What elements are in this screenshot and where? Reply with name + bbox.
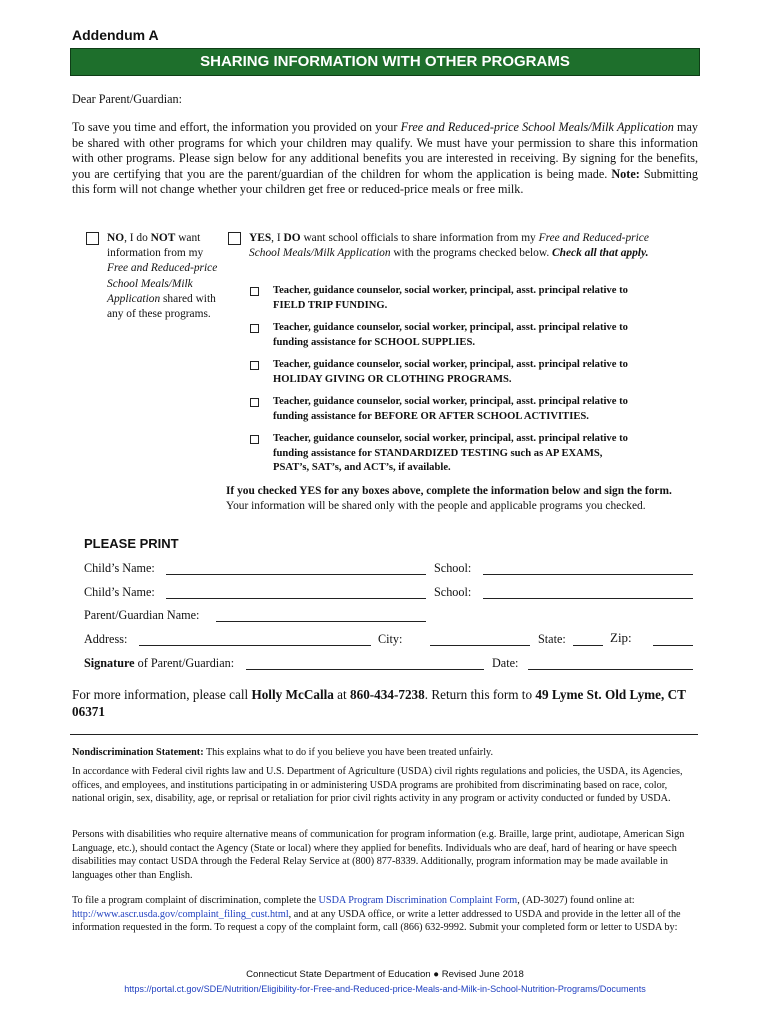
p3-text-c: , and at any USDA office, or write a letter addressed to USDA and provide in the letter all of the information requested in the form. To request a copy of the complaint form, call (866) 632-9992. Submit your completed form or letter to USDA by: xyxy=(72,908,681,934)
no-option-text xyxy=(107,231,219,322)
intro-text-2: may be shared with other programs for which your children may qualify. We must have your permission to share this information with other programs. Please sign below for any additional benefits you are interested in receiving. By signing for the benefits, you are certifying that you are the parent/guardian of the children for whom the application is being made. xyxy=(72,120,698,181)
please-print-heading: PLEASE PRINT xyxy=(84,536,179,551)
state-label: State: xyxy=(538,632,566,646)
yes-followup-text xyxy=(226,484,676,514)
yes-text-3: with the programs checked below. xyxy=(390,247,553,260)
program-line-2: funding assistance for STANDARDIZED TESTING such as AP EXAMS, xyxy=(273,447,603,459)
program-label xyxy=(273,358,693,387)
program-line-1: Teacher, guidance counselor, social worker, principal, asst. principal relative to xyxy=(273,359,628,370)
program-line-2: HOLIDAY GIVING OR CLOTHING PROGRAMS. xyxy=(273,373,512,385)
no-text-1: , I do xyxy=(124,232,151,244)
contact-text-1: For more information, please call xyxy=(72,687,252,702)
section-banner: SHARING INFORMATION WITH OTHER PROGRAMS xyxy=(70,48,700,76)
program-line-2: FIELD TRIP FUNDING. xyxy=(273,299,388,311)
program-line-2: funding assistance for BEFORE OR AFTER SCHOOL ACTIVITIES. xyxy=(273,410,589,422)
contact-phone: 860-434-7238 xyxy=(350,687,425,702)
date-field[interactable] xyxy=(528,669,693,670)
city-field[interactable] xyxy=(430,645,530,646)
program-checkbox[interactable] xyxy=(250,287,259,296)
complaint-form-link[interactable]: USDA Program Discrimination Complaint Form xyxy=(318,895,518,906)
address-field[interactable] xyxy=(139,645,371,646)
yes-text-1: , I xyxy=(271,232,284,244)
date-label: Date: xyxy=(492,656,519,670)
city-label: City: xyxy=(378,632,403,646)
not-bold: NOT xyxy=(150,232,176,244)
yes-checkbox[interactable] xyxy=(228,232,241,245)
signature-bold: Signature xyxy=(84,656,135,670)
p3-text-a: To file a program complaint of discrimination, complete the xyxy=(72,895,319,906)
check-all-instruction: Check all that apply. xyxy=(552,247,649,260)
program-line-1: Teacher, guidance counselor, social worker, principal, asst. principal relative to xyxy=(273,433,628,444)
followup-text: Your information will be shared only with the people and applicable programs you checked. xyxy=(226,500,646,513)
program-line-1: Teacher, guidance counselor, social worker, principal, asst. principal relative to xyxy=(273,322,628,333)
complaint-url-link[interactable]: http://www.ascr.usda.gov/complaint_filing_cust.html xyxy=(72,908,289,920)
child1-label: Child’s Name: xyxy=(84,561,155,575)
school1-field[interactable] xyxy=(483,574,693,575)
program-line-1: Teacher, guidance counselor, social worker, principal, asst. principal relative to xyxy=(273,285,628,296)
school2-field[interactable] xyxy=(483,598,693,599)
parent-name-label: Parent/Guardian Name: xyxy=(84,608,200,622)
program-checkbox[interactable] xyxy=(250,361,259,370)
child2-label: Child’s Name: xyxy=(84,585,155,599)
intro-text-1: To save you time and effort, the information you provided on your xyxy=(72,120,401,134)
nondiscrimination-heading: Nondiscrimination Statement: xyxy=(72,747,204,758)
return-address: 49 Lyme St. Old Lyme, CT 06371 xyxy=(72,687,686,719)
zip-label: Zip: xyxy=(610,630,632,645)
no-checkbox[interactable] xyxy=(86,232,99,245)
program-checkbox[interactable] xyxy=(250,435,259,444)
child1-name-field[interactable] xyxy=(166,574,426,575)
nondiscrimination-heading-rest: This explains what to do if you believe you have been treated unfairly. xyxy=(203,747,494,758)
address-label: Address: xyxy=(84,632,128,646)
program-line-3: PSAT’s, SAT’s, and ACT’s, if available. xyxy=(273,462,451,473)
footer-url-link[interactable]: https://portal.ct.gov/SDE/Nutrition/Eligibility-for-Free-and-Reduced-price-Meals-and-Milk-in-School-Nutrition-Programs/Documents xyxy=(124,984,646,994)
program-label xyxy=(273,432,693,476)
nondiscrimination-title xyxy=(72,746,702,760)
no-bold: NO xyxy=(107,232,125,244)
school2-label: School: xyxy=(434,585,472,599)
no-form-name: Free and Reduced-price School Meals/Milk Application xyxy=(107,262,218,305)
contact-text-2: at xyxy=(333,687,350,702)
divider xyxy=(70,734,698,735)
parent-name-field[interactable] xyxy=(216,621,426,622)
child2-name-field[interactable] xyxy=(166,598,426,599)
nondiscrimination-p2: Persons with disabilities who require alternative means of communication for program information (e.g. Braille, large print, audiotape, American Sign Language, etc.), should contact the Agency (State or local) where they applied for benefits. Individuals who are deaf, hard of hearing or have speech disabilities may contact USDA through the Federal Relay Service at (800) 877-8339. Additionally, program information may be made available in languages other than English. xyxy=(72,829,685,881)
school1-label: School: xyxy=(434,561,472,575)
intro-text-3: Submitting this form will not change whether your children get free or reduced-price meals or free milk. xyxy=(72,166,698,197)
p3-text-b: , (AD-3027) found online at: xyxy=(517,895,635,906)
program-label xyxy=(273,395,693,424)
no-text-2: want information from my xyxy=(107,232,204,260)
contact-text-3: . Return this form to xyxy=(424,687,536,702)
signature-rest: of Parent/Guardian: xyxy=(134,656,235,670)
intro-form-name: Free and Reduced-price School Meals/Milk Application xyxy=(400,120,674,134)
yes-option-text xyxy=(249,231,671,261)
yes-bold: YES xyxy=(249,232,272,244)
followup-bold: If you checked YES for any boxes above, complete the information below and sign the form. xyxy=(226,485,672,497)
program-checkbox[interactable] xyxy=(250,398,259,407)
nondiscrimination-p3 xyxy=(72,894,700,935)
intro-note-label: Note: xyxy=(611,166,640,181)
state-field[interactable] xyxy=(573,645,603,646)
intro-paragraph xyxy=(72,120,698,198)
greeting: Dear Parent/Guardian: xyxy=(72,92,182,106)
no-text-3: shared with any of these programs. xyxy=(107,292,216,321)
footer-agency: Connecticut State Department of Education ● Revised June 2018 xyxy=(246,969,524,980)
signature-field[interactable] xyxy=(246,669,484,670)
program-label xyxy=(273,284,693,313)
signature-label xyxy=(84,656,234,672)
do-bold: DO xyxy=(283,232,301,244)
contact-info xyxy=(72,686,702,720)
zip-field[interactable] xyxy=(653,645,693,646)
yes-form-name: Free and Reduced-price School Meals/Milk Application xyxy=(249,232,649,260)
program-line-1: Teacher, guidance counselor, social worker, principal, asst. principal relative to xyxy=(273,396,628,407)
contact-name: Holly McCalla xyxy=(251,687,334,702)
addendum-label: Addendum A xyxy=(72,27,159,43)
program-label xyxy=(273,321,693,350)
yes-text-2: want school officials to share information from my xyxy=(300,232,539,244)
program-checkbox[interactable] xyxy=(250,324,259,333)
program-line-2: funding assistance for SCHOOL SUPPLIES. xyxy=(273,336,476,348)
nondiscrimination-p1: In accordance with Federal civil rights law and U.S. Department of Agriculture (USDA) civil rights regulations and policies, the USDA, its Agencies, offices, and employees, and institutions participating in or administering USDA programs are prohibited from discriminating based on race, color, national origin, sex, disability, age, or reprisal or retaliation for prior civil rights activity in any program or activity conducted or funded by USDA. xyxy=(72,766,683,805)
